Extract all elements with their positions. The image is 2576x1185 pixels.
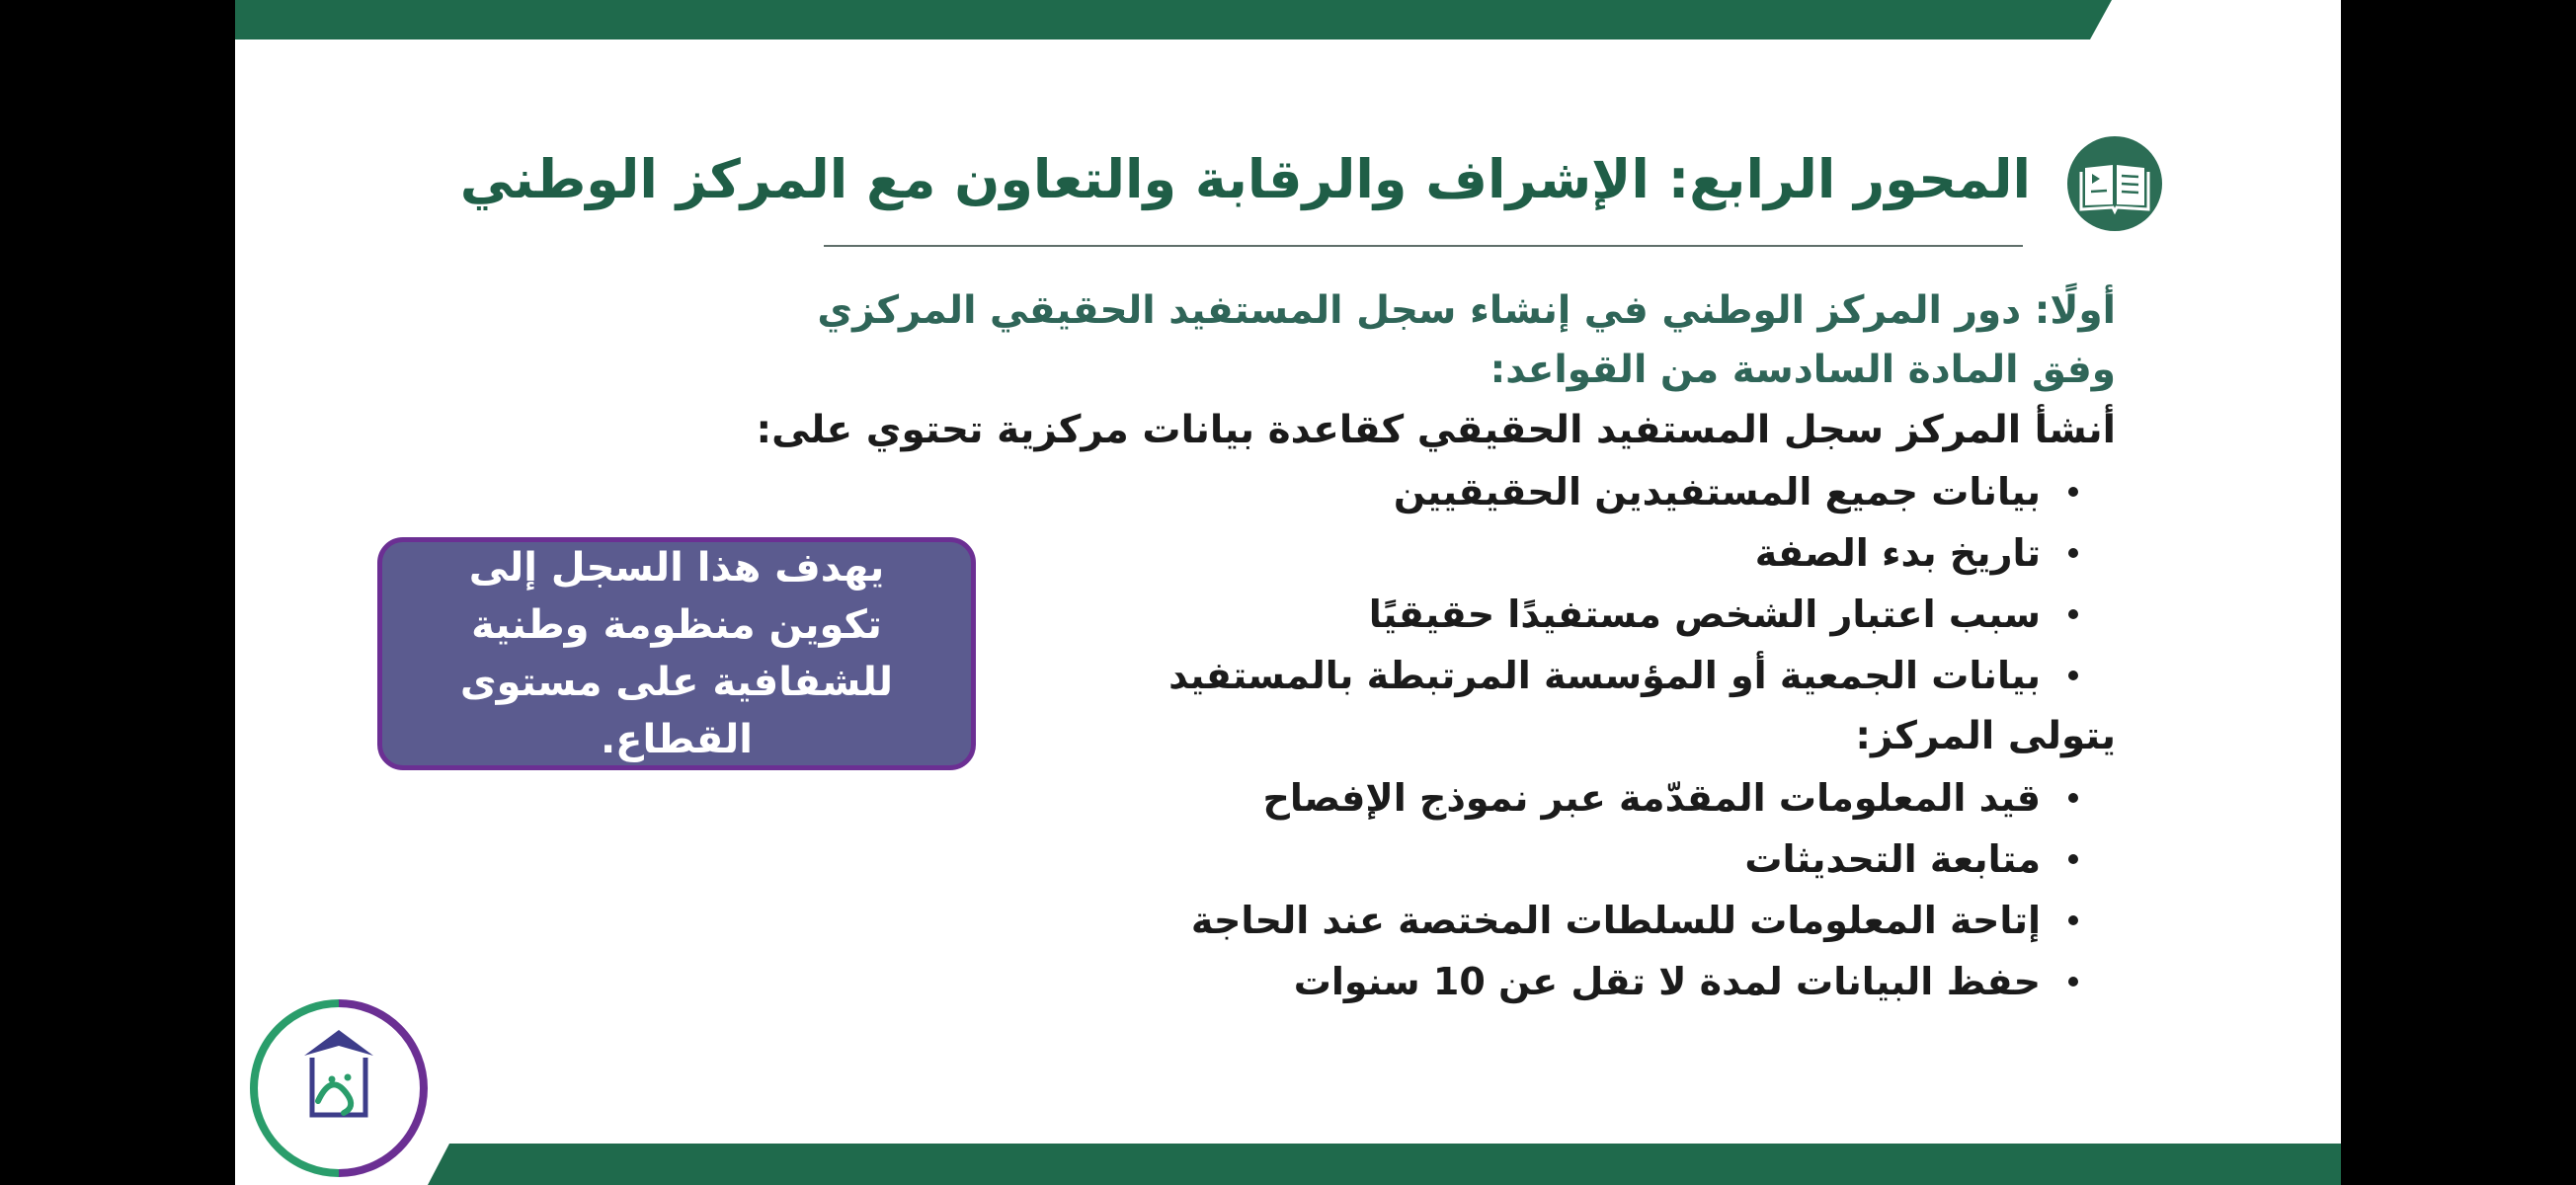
bullet-icon	[2068, 915, 2078, 925]
list-item: حفظ البيانات لمدة لا تقل عن 10 سنوات	[930, 951, 2116, 1012]
list-item: بيانات جميع المستفيدين الحقيقيين	[930, 461, 2116, 522]
center-duties-heading: يتولى المركز:	[1855, 714, 2116, 758]
bullet-icon	[2068, 548, 2078, 558]
bullet-icon	[2068, 854, 2078, 864]
top-accent-bar	[235, 0, 2112, 40]
bullet-icon	[2068, 609, 2078, 619]
bullet-icon	[2068, 487, 2078, 497]
title-underline	[824, 245, 2023, 247]
callout-box	[377, 537, 976, 770]
khubara-logo-icon	[249, 998, 429, 1178]
list-item: تاريخ بدء الصفة	[930, 522, 2116, 584]
slide	[235, 0, 2341, 1185]
bullet-icon	[2068, 671, 2078, 680]
article-reference: وفق المادة السادسة من القواعد:	[1489, 348, 2116, 392]
bottom-accent-bar	[428, 1144, 2341, 1185]
bullet-icon	[2068, 793, 2078, 803]
list-item: سبب اعتبار الشخص مستفيدًا حقيقيًا	[930, 584, 2116, 645]
slide-content	[756, 281, 2116, 1012]
callout-text: يهدف هذا السجل إلى تكوين منظومة وطنية للشفافية على مستوى القطاع.	[459, 545, 894, 762]
section-heading: أولًا: دور المركز الوطني في إنشاء سجل المستفيد الحقيقي المركزي	[817, 288, 2116, 333]
intro-text: أنشأ المركز سجل المستفيد الحقيقي كقاعدة بيانات مركزية تحتوي على:	[756, 408, 2116, 452]
bullet-icon	[2068, 977, 2078, 987]
center-duties-list	[930, 767, 2116, 1012]
list-item: قيد المعلومات المقدّمة عبر نموذج الإفصاح	[930, 767, 2116, 829]
register-contents-list	[930, 461, 2116, 706]
list-item: متابعة التحديثات	[930, 829, 2116, 890]
list-item: إتاحة المعلومات للسلطات المختصة عند الحاجة	[930, 890, 2116, 951]
list-item: بيانات الجمعية أو المؤسسة المرتبطة بالمستفيد	[930, 645, 2116, 706]
open-book-icon	[2067, 136, 2162, 231]
slide-title: المحور الرابع: الإشراف والرقابة والتعاون مع المركز الوطني	[459, 148, 2031, 210]
